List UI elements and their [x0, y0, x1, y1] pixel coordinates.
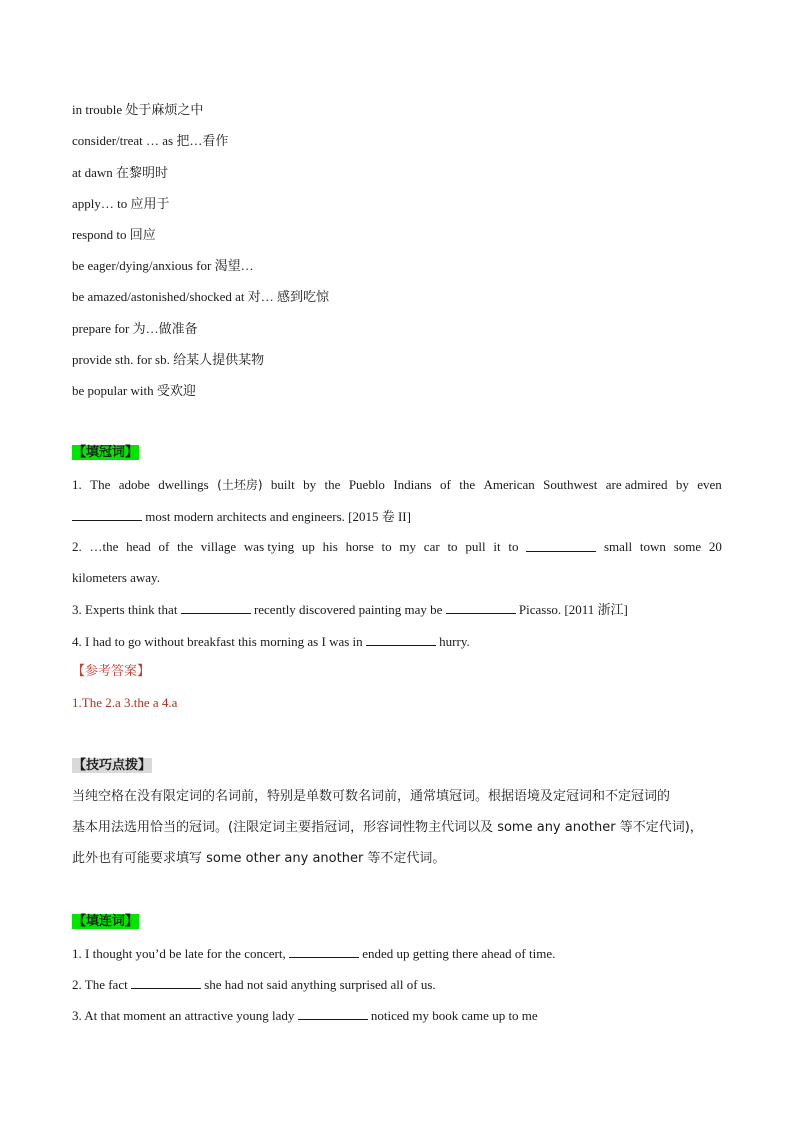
- phrase-item: be popular with 受欢迎: [72, 383, 196, 398]
- phrase-item: provide sth. for sb. 给某人提供某物: [72, 352, 265, 367]
- phrase-item: in trouble 处于麻烦之中: [72, 102, 204, 117]
- answers-text: 1.The 2.a 3.the a 4.a: [72, 695, 178, 710]
- phrase-item: be eager/dying/anxious for 渴望…: [72, 258, 254, 273]
- phrase-item: apply… to 应用于: [72, 196, 170, 211]
- answer-blank[interactable]: [446, 601, 516, 614]
- tips-paragraph-line-1: 当纯空格在没有限定词的名词前，特别是单数可数名词前，通常填冠词。根据语境及定冠词和不定冠词的: [72, 789, 671, 804]
- answers-heading: 【参考答案】: [72, 664, 151, 679]
- phrase-item: be amazed/astonished/shocked at 对… 感到吃惊: [72, 289, 330, 304]
- answer-blank[interactable]: [366, 633, 436, 646]
- question-2-line-2: kilometers away.: [72, 570, 160, 585]
- phrase-item: respond to 回应: [72, 227, 156, 242]
- answer-blank[interactable]: [526, 539, 596, 552]
- phrase-item: at dawn 在黎明时: [72, 165, 169, 180]
- answer-blank[interactable]: [72, 508, 142, 521]
- question-1-line-2: most modern architects and engineers. [2015 卷 II]: [72, 508, 411, 525]
- answer-blank[interactable]: [131, 976, 201, 989]
- tips-heading: 【技巧点拨】: [73, 758, 152, 773]
- question-3: 3. Experts think that recently discovered painting may be Picasso. [2011 浙江]: [72, 602, 628, 617]
- question-2-line-1: 2. …the head of the village was tying up his horse to my car to pull it to small town some 20: [72, 539, 722, 554]
- tips-paragraph-line-2: 基本用法选用恰当的冠词。(注限定词主要指冠词，形容词性物主代词以及 some any another 等不定代词)，: [72, 820, 703, 835]
- answer-blank[interactable]: [298, 1007, 368, 1020]
- conj-question-3: 3. At that moment an attractive young lady noticed my book came up to me: [72, 1008, 538, 1023]
- phrase-item: consider/treat … as 把…看作: [72, 133, 229, 148]
- conj-question-2: 2. The fact she had not said anything surprised all of us.: [72, 977, 436, 992]
- section-heading-conjunctions: 【填连词】: [73, 914, 139, 929]
- section-heading-articles: 【填冠词】: [73, 445, 139, 460]
- phrase-item: prepare for 为…做准备: [72, 321, 198, 336]
- question-1-line-1: 1. The adobe dwellings (土坯房) built by the Pueblo Indians of the American Southwest are admired by even: [72, 477, 722, 492]
- tips-paragraph-line-3: 此外也有可能要求填写 some other any another 等不定代词。: [72, 851, 446, 866]
- answer-blank[interactable]: [181, 601, 251, 614]
- answer-blank[interactable]: [289, 945, 359, 958]
- conj-question-1: 1. I thought you’d be late for the concert, ended up getting there ahead of time.: [72, 946, 556, 961]
- question-4: 4. I had to go without breakfast this morning as I was in hurry.: [72, 634, 470, 649]
